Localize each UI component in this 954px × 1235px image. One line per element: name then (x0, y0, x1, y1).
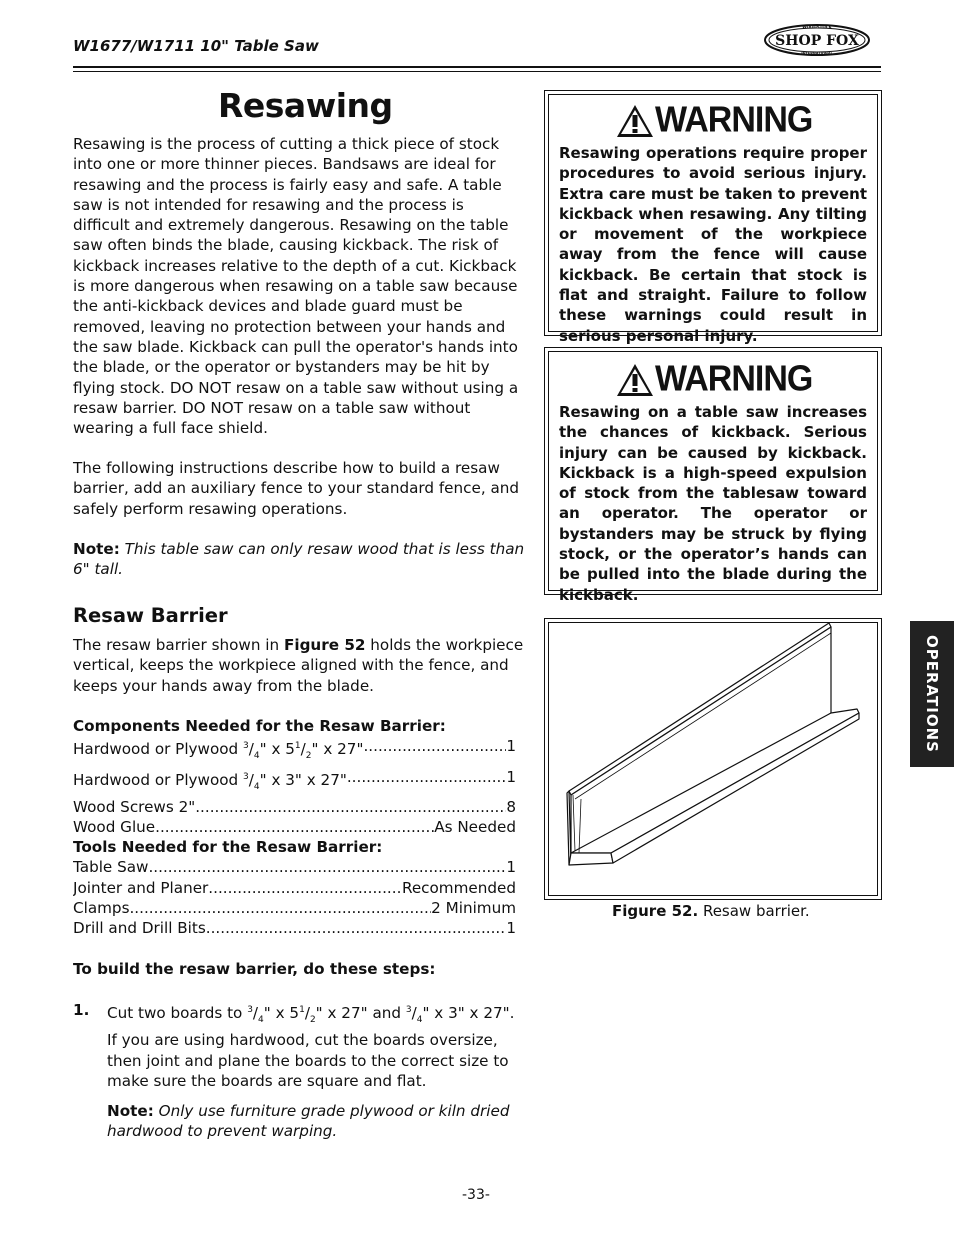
note-text: This table saw can only resaw wood that is less than 6" tall. (73, 540, 525, 579)
logo-text: SHOP FOX (775, 33, 859, 49)
header-rule-thin (73, 71, 881, 72)
item-qty: 1 (506, 858, 516, 877)
page-title: Resawing (218, 86, 393, 125)
step-text: Cut two boards to $^3/_4$" x $5^1/_2$" x 27" and $^3/_4$" x 3" x 27". If you are using hardwood, cut the boards oversize, then joint and plane the boards to the correct size to make sure the boards are square and flat. (107, 1004, 515, 1090)
step-1 (73, 1000, 525, 1091)
components-list (73, 716, 516, 838)
warning-header (615, 101, 812, 140)
warning-header (615, 360, 812, 399)
figure-label: Figure 52. (612, 902, 699, 920)
intro-section (73, 134, 525, 438)
warning-text: Resawing operations require proper procedures to avoid serious injury. Extra care must be taken to prevent kickback when resawing. Any tilting or movement of the workpiece away from the fence will cause kickback. Be certain that stock is flat and straight. Failure to follow these warnings could result in serious personal injury. (559, 144, 867, 345)
list-item (73, 857, 516, 877)
note-paragraph (73, 539, 525, 580)
list-item (73, 918, 516, 938)
list-item: Hardwood or Plywood $^3/_4$" x $5^1/_2$" x 27" ..... 1 (73, 736, 516, 766)
figure-52-box (544, 618, 882, 900)
warning-text: Resawing on a table saw increases the chances of kickback. Serious injury can be caused by kickback. Kickback is a high-speed expulsion of stock from the tablesaw toward an operator. The operator or bystanders may be struck by flying stock, or the operator’s hands can be pulled into the blade during the kickback. (559, 403, 867, 604)
warning-box-1 (544, 90, 882, 345)
warning-box-2 (544, 347, 882, 604)
logo-bottom-text: INTERNATIONAL (801, 51, 833, 56)
resaw-barrier-illustration (545, 619, 881, 899)
tools-list (73, 837, 516, 938)
item-name: Clamps (73, 898, 130, 917)
list-item: Hardwood or Plywood $^3/_4$" x 3" x 27" ..... 1 (73, 767, 516, 797)
note-section (73, 539, 525, 580)
resaw-barrier-intro (73, 635, 525, 696)
instructions-paragraph: The following instructions describe how to build a resaw barrier, add an auxiliary fence to your standard fence, and safely perform resawing operations. (73, 459, 520, 518)
manual-title: W1677/W1711 10" Table Saw (73, 37, 319, 55)
item-qty: 1 (506, 737, 516, 756)
warning-triangle-icon (615, 362, 655, 398)
instructions-section (73, 458, 525, 519)
note-label: Note: (107, 1102, 154, 1120)
leader-dots (148, 857, 506, 877)
note-label: Note: (73, 540, 120, 558)
item-qty: 1 (506, 919, 516, 938)
list-item (73, 878, 516, 898)
warning-title: WARNING (655, 359, 813, 399)
logo-top-text: WOODSTOCK (802, 24, 832, 30)
list-item (73, 797, 516, 817)
leader-dots (347, 767, 506, 797)
item-qty: Recommended (401, 878, 516, 897)
warning-triangle-icon (615, 103, 655, 139)
item-qty: 1 (506, 767, 516, 786)
leader-dots (363, 736, 506, 766)
list-item (73, 817, 516, 837)
figure-reference: Figure 52 (283, 636, 366, 654)
page-number: -33- (462, 1187, 490, 1203)
leader-dots (195, 797, 506, 817)
item-qty: 8 (506, 798, 516, 817)
tools-heading: Tools Needed for the Resaw Barrier: (73, 838, 383, 856)
steps-heading: To build the resaw barrier, do these steps: (73, 960, 436, 978)
note-text: Only use furniture grade plywood or kiln dried hardwood to prevent warping. (107, 1102, 510, 1141)
item-qty: 2 Minimum (431, 898, 516, 917)
figure-caption-text: Resaw barrier. (698, 902, 810, 920)
components-heading: Components Needed for the Resaw Barrier: (73, 717, 446, 735)
resaw-barrier-heading: Resaw Barrier (73, 604, 228, 627)
step-number: 1. (73, 1001, 90, 1019)
figure-caption (612, 902, 810, 920)
warning-title: WARNING (655, 100, 813, 140)
leader-dots (206, 918, 507, 938)
section-tab-label: OPERATIONS (923, 635, 941, 753)
item-name: Jointer and Planer (73, 878, 209, 897)
intro-paragraph: Resawing is the process of cutting a thick piece of stock into one or more thinner pieces. Bandsaws are ideal for resawing and the process is fairly easy and safe. A table saw is not intended for resawing and the process is difficult and extremely dangerous. Resawing on the table saw often binds the blade, causing kickback. The risk of kickback increases relative to the depth of a cut. Kickback is more dangerous when resawing on a table saw because the anti-kickback devices and blade guard must be removed, leaving no protection between your hands and the saw blade. Kickback can pull the operator's hands into the blade, or the operator or bystanders may be hit by flying stock. DO NOT resaw on a table saw without using a resaw barrier. DO NOT resaw on a table saw without wearing a full face shield. (73, 135, 519, 438)
leader-dots (208, 878, 402, 898)
leader-dots (129, 898, 431, 918)
item-name: Drill and Drill Bits (73, 919, 206, 938)
list-item (73, 898, 516, 918)
leader-dots (155, 817, 434, 837)
shop-fox-logo (764, 24, 870, 56)
intro-post: holds the workpiece vertical, keeps the workpiece aligned with the fence, and keeps your hands away from the blade. (73, 636, 524, 695)
item-name: Table Saw (73, 858, 149, 877)
section-tab-operations (910, 621, 954, 767)
item-qty: As Needed (434, 818, 516, 837)
intro-pre: The resaw barrier shown in (73, 636, 284, 654)
header-rule (73, 66, 881, 68)
item-name: Wood Glue (73, 818, 156, 837)
item-name: Wood Screws 2" (73, 798, 196, 817)
step-1-note (73, 1101, 525, 1142)
